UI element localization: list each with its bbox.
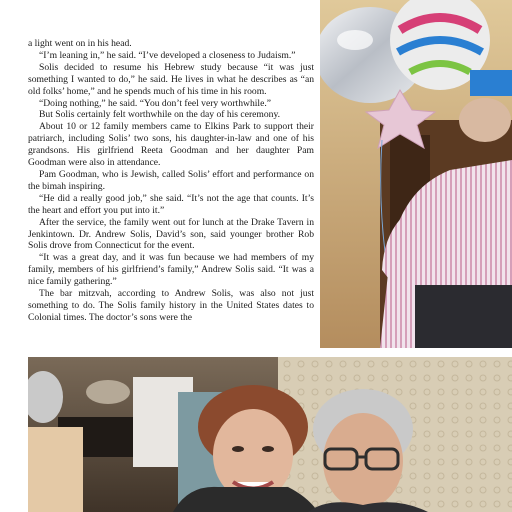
- couple-photo-illustration: [28, 357, 512, 512]
- balloon-photo-illustration: [320, 0, 512, 348]
- article-paragraph: But Solis certainly felt worthwhile on the day of his ceremony.: [39, 109, 281, 121]
- article-paragraph: “Doing nothing,” he said. “You don’t feel very worthwhile.”: [39, 97, 271, 109]
- article-paragraph: The bar mitzvah, according to Andrew Solis, was also not just something to do. The Solis family history in the United States dates to Colonial times. The doctor’s sons were the: [28, 288, 314, 323]
- article-paragraph: Pam Goodman, who is Jewish, called Solis’ effort and performance on the bimah inspiring.: [28, 168, 314, 192]
- article-paragraph: “He did a really good job,” she said. “It’s not the age that counts. It’s the heart and effort you put into it.”: [28, 192, 314, 216]
- article-column: [28, 38, 314, 324]
- article-paragraph: “I’m leaning in,” he said. “I’ve developed a closeness to Judaism.”: [39, 49, 296, 61]
- balloon-photo: [320, 0, 512, 348]
- article-paragraph: “It was a great day, and it was fun because we had members of my family, members of his girlfriend’s family,” Andrew Solis said. “It was a nice family gathering.”: [28, 252, 314, 288]
- article-paragraph: a light went on in his head.: [28, 38, 132, 49]
- article-paragraph: After the service, the family went out for lunch at the Drake Tavern in Jenkintown. Dr. Andrew Solis, David’s son, said younger brother Rob Solis drove from Connecticut for the event.: [28, 216, 314, 252]
- couple-photo: [28, 357, 512, 512]
- article-paragraph: About 10 or 12 family members came to Elkins Park to support their patriarch, including Solis’ two sons, his daughter-in-law and one of his grandsons. His girlfriend Reeta Goodman and her daughter Pam Goodman were also in attendance.: [28, 121, 314, 169]
- article-paragraph: Solis decided to resume his Hebrew study because “it was just something I wanted to do,” he said. He lives in what he describes as “an old folks’ home,” and he spends much of his time in his room.: [28, 61, 314, 97]
